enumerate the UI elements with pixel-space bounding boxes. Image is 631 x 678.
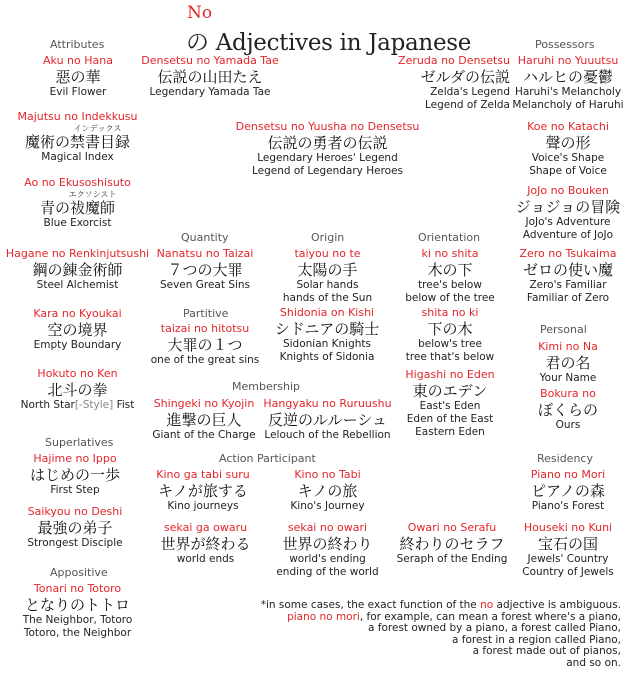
- furigana: インデックス: [73, 124, 122, 133]
- japanese: 青の祓魔師: [39, 199, 115, 217]
- entry-haruhi: [505, 54, 631, 112]
- japanese: 惡の華: [55, 68, 101, 86]
- entry-shingeki: [148, 397, 260, 442]
- romaji: Zeruda no Densetsu: [398, 54, 510, 67]
- english: Empty Boundary: [33, 339, 122, 351]
- english-1: Solar hands: [296, 279, 359, 291]
- entry-kino-no: [270, 468, 385, 513]
- english-2: Legend of Zelda: [424, 99, 510, 111]
- english-2: Shape of Voice: [529, 165, 607, 177]
- entry-saikyou: [10, 505, 140, 550]
- romaji: Saikyou no Deshi: [27, 505, 123, 518]
- romaji: Shidonia on Kishi: [279, 306, 375, 319]
- romaji: Hagane no Renkinjutsushi: [5, 247, 150, 260]
- entry-densetsu-yamada: [140, 54, 280, 99]
- english-1: tree's below: [418, 279, 482, 291]
- english-2: tree that's below: [405, 351, 495, 363]
- romaji: Kara no Kyoukai: [33, 307, 122, 320]
- japanese: はじめの一歩: [29, 466, 120, 484]
- footnote: [261, 600, 621, 669]
- entry-yuusha: [230, 120, 425, 178]
- english-2: ending of the world: [276, 566, 379, 578]
- entry-piano: [505, 468, 631, 513]
- category-partitive: Partitive: [183, 307, 229, 320]
- japanese: ハルヒの憂鬱: [522, 68, 613, 86]
- romaji: taiyou no te: [294, 247, 361, 260]
- japanese: ７つの大罪: [167, 261, 243, 279]
- furigana: エクソシスト: [68, 190, 117, 199]
- entry-index: [10, 110, 145, 164]
- japanese: 下の木: [427, 320, 473, 338]
- entry-aku-no-hana: [18, 54, 138, 99]
- category-origin: Origin: [311, 231, 345, 244]
- entry-hangyaku: [260, 397, 395, 442]
- english: Lelouch of the Rebellion: [264, 429, 391, 441]
- category-appositive: Appositive: [50, 566, 108, 579]
- japanese: 太陽の手: [297, 261, 358, 279]
- japanese: 終わりのセラフ: [399, 535, 505, 553]
- english: First Step: [50, 484, 100, 496]
- japanese: 聲の形: [545, 134, 591, 152]
- romaji: Kino no Tabi: [294, 468, 361, 481]
- japanese: 世界の終わり: [282, 535, 373, 553]
- japanese: 空の境界: [47, 321, 108, 339]
- romaji: shita no ki: [421, 306, 479, 319]
- japanese: ゼルダの伝説: [420, 68, 510, 86]
- romaji: Kimi no Na: [538, 340, 598, 353]
- english-2: Melancholy of Haruhi: [512, 99, 624, 111]
- romaji: sekai no owari: [287, 521, 368, 534]
- entry-shita-no-ki: [395, 306, 505, 364]
- japanese: となりのトトロ: [24, 596, 130, 614]
- english: Your Name: [539, 372, 597, 384]
- english: Ours: [555, 419, 581, 431]
- category-membership: Membership: [232, 380, 300, 393]
- romaji: Koe no Katachi: [527, 120, 609, 133]
- category-possessors: Possessors: [535, 38, 595, 51]
- romaji: Tonari no Totoro: [33, 582, 122, 595]
- japanese: 大罪の１つ: [167, 336, 243, 354]
- english-1: Sidonian Knights: [282, 338, 372, 350]
- english-1: East's Eden: [419, 400, 481, 412]
- entry-zero: [505, 247, 631, 305]
- category-residency: Residency: [537, 452, 593, 465]
- english-1: The Neighbor, Totoro: [22, 614, 133, 626]
- japanese: 反逆のルルーシュ: [267, 411, 388, 429]
- english-2: Adventure of JoJo: [522, 229, 614, 241]
- footnote-line-1: *in some cases, the exact function of the no adjective is ambiguous.: [260, 599, 621, 611]
- japanese: 木の下: [427, 261, 473, 279]
- english-2: below of the tree: [405, 292, 495, 304]
- category-orientation: Orientation: [418, 231, 481, 244]
- romaji: Shingeki no Kyojin: [153, 397, 255, 410]
- english: Kino's Journey: [290, 500, 365, 512]
- entry-totoro: [10, 582, 145, 640]
- entry-exorcist: [15, 176, 140, 230]
- entry-houseki: [505, 521, 631, 579]
- english-3: Eastern Eden: [415, 426, 485, 438]
- entry-kimi: [505, 340, 631, 385]
- category-quantity: Quantity: [181, 231, 229, 244]
- optional-bracket: [-Style]: [74, 399, 114, 411]
- romaji: Hangyaku no Ruruushu: [263, 397, 392, 410]
- japanese: キノの旅: [297, 482, 358, 500]
- entry-hagane: [5, 247, 150, 292]
- entry-seraph: [392, 521, 512, 566]
- category-action-participant: Action Participant: [219, 452, 316, 465]
- romaji: Aku no Hana: [43, 54, 113, 67]
- entry-sekai-no: [270, 521, 385, 579]
- romaji: ki no shita: [421, 247, 479, 260]
- english-2: Legend of Legendary Heroes: [251, 165, 404, 177]
- english: Steel Alchemist: [36, 279, 119, 291]
- japanese: 世界が終わる: [160, 535, 251, 553]
- japanese: 進撃の巨人: [166, 411, 242, 429]
- english-2: Country of Jewels: [522, 566, 614, 578]
- romaji: Densetsu no Yamada Tae: [141, 54, 279, 67]
- english-1: Zelda's Legend: [430, 86, 510, 98]
- english-1: world's ending: [289, 553, 366, 565]
- entry-taizai: [145, 322, 265, 367]
- english: North Star[-Style] Fist: [20, 399, 135, 411]
- entry-bokura: [505, 387, 631, 432]
- category-personal: Personal: [540, 323, 587, 336]
- entry-kara: [15, 307, 140, 352]
- japanese: ピアノの森: [531, 482, 605, 500]
- footnote-line-4: a forest in a region called Piano,: [452, 633, 621, 646]
- romaji: Zero no Tsukaima: [519, 247, 617, 260]
- english: Legendary Yamada Tae: [149, 86, 271, 98]
- japanese: 伝説の勇者の伝説: [267, 134, 388, 152]
- japanese: 東のエデン: [412, 382, 488, 400]
- english-1: below's tree: [418, 338, 482, 350]
- japanese: 最強の弟子: [37, 519, 113, 537]
- japanese: 魔術の禁書目録: [24, 133, 130, 151]
- romaji: Densetsu no Yuusha no Densetsu: [235, 120, 420, 133]
- entry-taiyou: [275, 247, 380, 305]
- romaji: JoJo no Bouken: [527, 184, 609, 197]
- japanese: 宝石の国: [537, 535, 598, 553]
- english-2: Familiar of Zero: [526, 292, 610, 304]
- english: world ends: [176, 553, 235, 565]
- japanese: 北斗の拳: [47, 381, 108, 399]
- english: Giant of the Charge: [152, 429, 256, 441]
- romaji: Owari no Serafu: [407, 521, 497, 534]
- romaji: Majutsu no Indekkusu: [17, 110, 138, 123]
- entry-higashi: [395, 368, 505, 439]
- english: Blue Exorcist: [43, 217, 112, 229]
- romaji: Nanatsu no Taizai: [156, 247, 254, 260]
- entry-nanatsu: [150, 247, 260, 292]
- entry-sekai-ga: [148, 521, 263, 566]
- english: Kino journeys: [167, 500, 239, 512]
- romaji: Bokura no: [540, 387, 596, 400]
- romaji: taizai no hitotsu: [160, 322, 250, 335]
- english: Piano's Forest: [531, 500, 605, 512]
- english-1: Voice's Shape: [531, 152, 605, 164]
- english-2: Totoro, the Neighbor: [23, 627, 132, 639]
- romaji: sekai ga owaru: [163, 521, 248, 534]
- english-2: hands of the Sun: [282, 292, 373, 304]
- english: Seraph of the Ending: [396, 553, 508, 565]
- footnote-line-3: a forest owned by a piano, a forest called Piano,: [368, 622, 621, 634]
- english: Magical Index: [41, 151, 114, 163]
- english-1: Jewels' Country: [527, 553, 609, 565]
- english: Seven Great Sins: [159, 279, 251, 291]
- entry-jojo: [505, 184, 631, 242]
- romaji: Ao no Ekusoshisuto: [24, 176, 131, 189]
- japanese: ジョジョの冒険: [515, 198, 621, 216]
- japanese: 鋼の錬金術師: [32, 261, 123, 279]
- romaji: Piano no Mori: [530, 468, 606, 481]
- english-2: Knights of Sidonia: [279, 351, 375, 363]
- english: Strongest Disciple: [27, 537, 123, 549]
- category-superlatives: Superlatives: [45, 436, 114, 449]
- entry-koe: [505, 120, 631, 178]
- category-attributes: Attributes: [50, 38, 105, 51]
- entry-hajime: [10, 452, 140, 497]
- footnote-line-5: a forest made out of pianos,: [472, 645, 621, 657]
- page-title: の Adjectives in Japanese: [186, 30, 472, 56]
- english-2: Eden of the East: [406, 413, 494, 425]
- entry-kino-ga: [148, 468, 258, 513]
- romaji: Hokuto no Ken: [37, 367, 118, 380]
- english-1: Legendary Heroes' Legend: [257, 152, 398, 164]
- entry-zelda: [380, 54, 510, 112]
- footnote-line-6: and so on.: [566, 656, 621, 669]
- entry-hokuto: [10, 367, 145, 412]
- romaji: Houseki no Kuni: [523, 521, 613, 534]
- japanese: ゼロの使い魔: [522, 261, 613, 279]
- entry-ki-no-shita: [395, 247, 505, 305]
- english: one of the great sins: [150, 354, 260, 366]
- romaji: Kino ga tabi suru: [156, 468, 250, 481]
- romaji: Hajime no Ippo: [33, 452, 117, 465]
- japanese: キノが旅する: [158, 482, 248, 500]
- japanese: シドニアの騎士: [274, 320, 380, 338]
- romaji: Higashi no Eden: [405, 368, 495, 381]
- japanese: 伝説の山田たえ: [157, 68, 263, 86]
- english-1: Haruhi's Melancholy: [514, 86, 622, 98]
- romaji: Haruhi no Yuuutsu: [517, 54, 619, 67]
- english: Evil Flower: [49, 86, 107, 98]
- japanese: ぼくらの: [537, 401, 598, 419]
- english-1: Zero's Familiar: [529, 279, 607, 291]
- english-1: JoJo's Adventure: [525, 216, 611, 228]
- japanese: 君の名: [545, 354, 591, 372]
- footnote-line-2: piano no mori, for example, can mean a forest where's a piano,: [287, 610, 621, 623]
- title-no-label: No: [187, 3, 213, 23]
- entry-sidonia: [272, 306, 382, 364]
